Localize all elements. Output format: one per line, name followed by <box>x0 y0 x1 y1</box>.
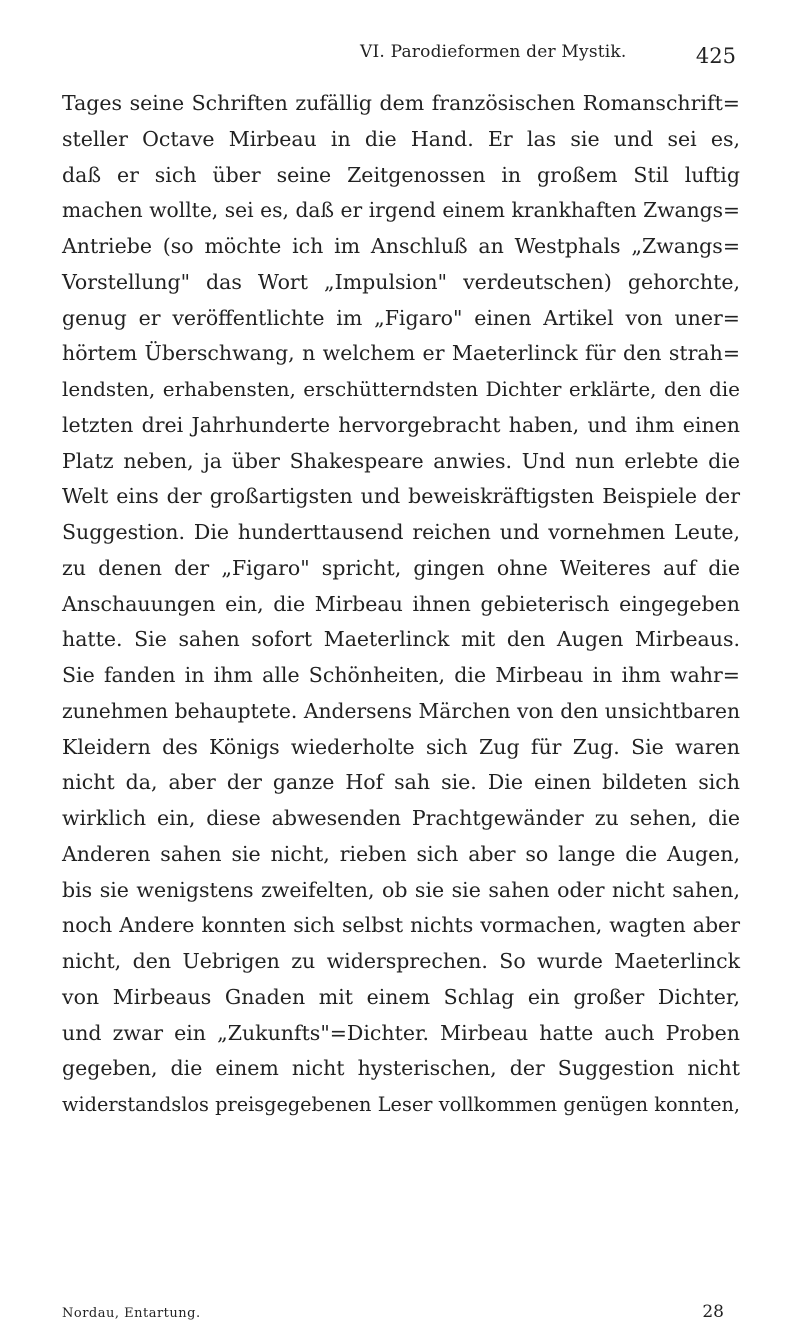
printer-signature: Nordau, Entartung. <box>62 1306 201 1321</box>
text-line: Suggestion. Die hunderttausend reichen und vornehmen Leute, <box>62 520 740 544</box>
text-line: nicht da, aber der ganze Hof sah sie. Die einen bildeten sich <box>62 770 740 795</box>
text-line: genug er veröffentlichte im „Figaro" einen Artikel von uner= <box>62 305 740 330</box>
page-number: 425 <box>695 44 736 68</box>
text-line: Tages seine Schriften zufällig dem französischen Romanschrift= <box>62 91 740 115</box>
text-line: Anderen sahen sie nicht, rieben sich aber so lange die Augen, <box>62 841 740 866</box>
text-line: und zwar ein „Zukunfts"=Dichter. Mirbeau hatte auch Proben <box>62 1020 740 1045</box>
text-line: lendsten, erhabensten, erschütterndsten Dichter erklärte, den die <box>62 377 740 401</box>
running-head <box>100 40 736 74</box>
text-line: hörtem Überschwang, n welchem er Maeterlinck für den strah= <box>62 341 740 366</box>
text-line: widerstandslos preisgegebenen Leser vollkommen genügen konnten, <box>62 1093 740 1116</box>
running-head-title: VI. Parodieformen der Mystik. <box>360 42 627 62</box>
text-line: von Mirbeaus Gnaden mit einem Schlag ein großer Dichter, <box>62 984 740 1009</box>
text-line: Sie fanden in ihm alle Schönheiten, die Mirbeau in ihm wahr= <box>62 663 740 687</box>
text-line: Platz neben, ja über Shakespeare anwies. Und nun erlebte die <box>62 448 740 473</box>
text-line: letzten drei Jahrhunderte hervorgebracht haben, und ihm einen <box>62 412 740 437</box>
text-line: Kleidern des Königs wiederholte sich Zug für Zug. Sie waren <box>62 734 740 759</box>
text-line: wirklich ein, diese abwesenden Prachtgewänder zu sehen, die <box>62 806 740 830</box>
text-line: machen wollte, sei es, daß er irgend einem krankhaften Zwangs= <box>62 198 740 223</box>
text-line: daß er sich über seine Zeitgenossen in großem Stil luftig <box>62 162 740 187</box>
text-line: hatte. Sie sahen sofort Maeterlinck mit den Augen Mirbeaus. <box>62 627 740 652</box>
text-line: nicht, den Uebrigen zu widersprechen. So wurde Maeterlinck <box>62 949 740 973</box>
text-line: Antriebe (so möchte ich im Anschluß an Westphals „Zwangs= <box>62 234 740 258</box>
sheet-number: 28 <box>702 1302 724 1322</box>
text-line: gegeben, die einem nicht hysterischen, der Suggestion nicht <box>62 1056 740 1081</box>
body-text <box>62 86 740 1123</box>
text-line: bis sie wenigstens zweifelten, ob sie sie sahen oder nicht sahen, <box>62 877 740 902</box>
text-line: steller Octave Mirbeau in die Hand. Er las sie und sei es, <box>62 126 740 151</box>
text-line: Vorstellung" das Wort „Impulsion" verdeutschen) gehorchte, <box>62 269 740 294</box>
text-line: Anschauungen ein, die Mirbeau ihnen gebieterisch eingegeben <box>62 591 740 616</box>
page-footer <box>62 1302 724 1328</box>
text-line: zu denen der „Figaro" spricht, gingen ohne Weiteres auf die <box>62 555 740 580</box>
text-line: zunehmen behauptete. Andersens Märchen von den unsichtbaren <box>62 698 740 723</box>
text-line: noch Andere konnten sich selbst nichts vormachen, wagten aber <box>62 913 740 938</box>
text-line: Welt eins der großartigsten und beweiskräftigsten Beispiele der <box>62 484 740 509</box>
